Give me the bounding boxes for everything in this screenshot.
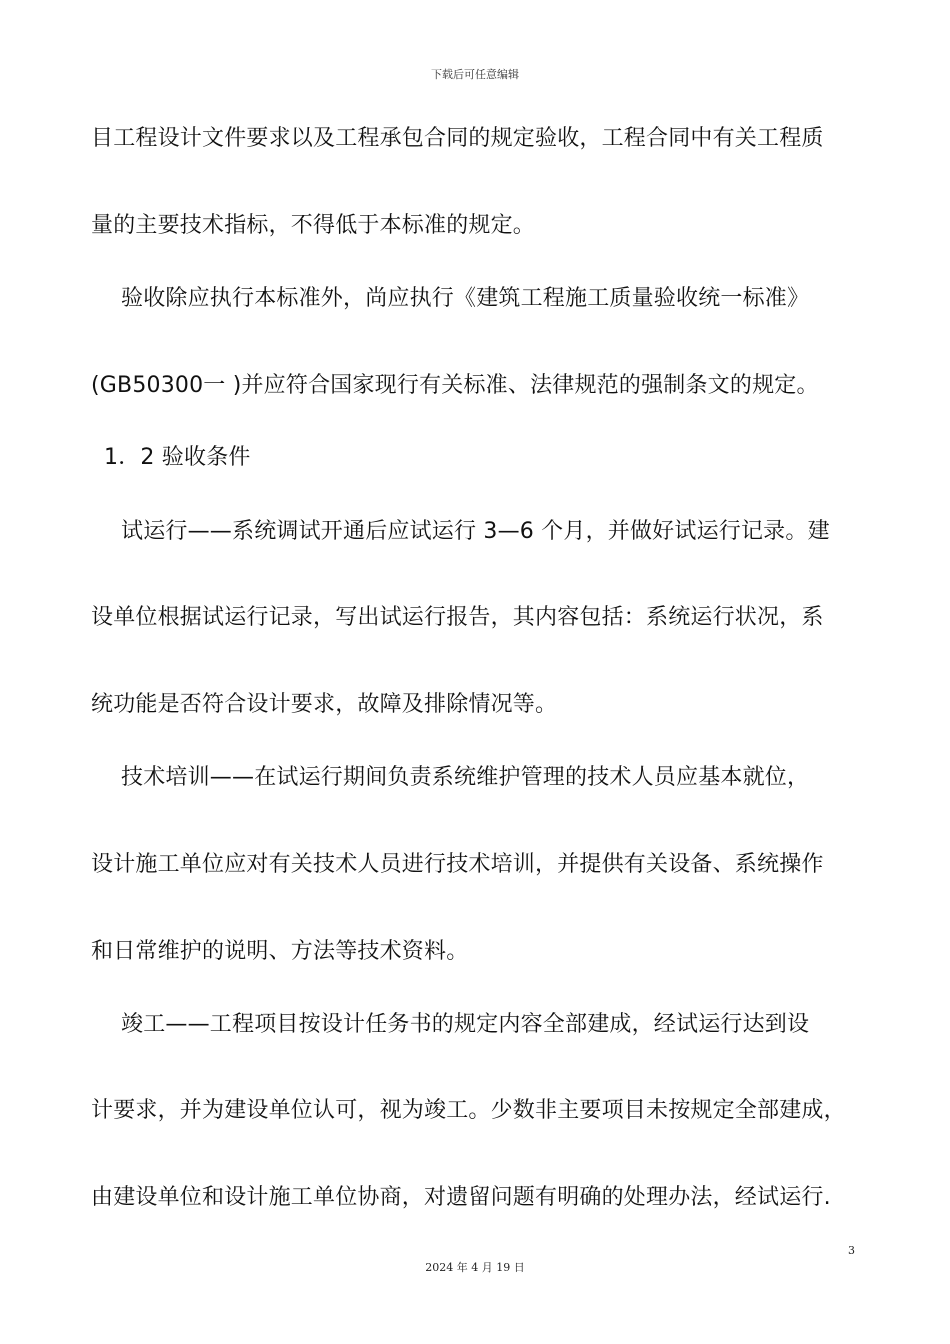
body-line-12: 竣工——工程项目按设计任务书的规定内容全部建成，经试运行达到设 bbox=[121, 1012, 810, 1037]
page-header: 下载后可任意编辑 bbox=[431, 68, 519, 81]
section-heading: 1．2 验收条件 bbox=[104, 445, 251, 470]
body-line-11: 和日常维护的说明、方法等技术资料。 bbox=[91, 939, 469, 964]
body-line-6: 试运行——系统调试开通后应试运行 3—6 个月，并做好试运行记录。建 bbox=[121, 519, 830, 544]
page-number: 3 bbox=[848, 1244, 855, 1257]
body-line-7: 设单位根据试运行记录，写出试运行报告，其内容包括：系统运行状况，系 bbox=[91, 605, 824, 630]
body-line-3: 验收除应执行本标准外，尚应执行《建筑工程施工质量验收统一标准》 bbox=[121, 286, 810, 311]
body-line-14: 由建设单位和设计施工单位协商，对遗留问题有明确的处理办法，经试运行. bbox=[91, 1185, 831, 1210]
body-line-1: 目工程设计文件要求以及工程承包合同的规定验收，工程合同中有关工程质 bbox=[91, 126, 824, 151]
body-line-4: (GB50300一 )并应符合国家现行有关标准、法律规范的强制条文的规定。 bbox=[91, 373, 819, 398]
body-line-13: 计要求，并为建设单位认可，视为竣工。少数非主要项目未按规定全部建成， bbox=[91, 1098, 846, 1123]
page-footer-date: 2024 年 4 月 19 日 bbox=[425, 1261, 525, 1274]
body-line-2: 量的主要技术指标，不得低于本标准的规定。 bbox=[91, 213, 536, 238]
body-line-9: 技术培训——在试运行期间负责系统维护管理的技术人员应基本就位， bbox=[121, 765, 810, 790]
body-line-10: 设计施工单位应对有关技术人员进行技术培训，并提供有关设备、系统操作 bbox=[91, 852, 824, 877]
body-line-8: 统功能是否符合设计要求，故障及排除情况等。 bbox=[91, 692, 558, 717]
